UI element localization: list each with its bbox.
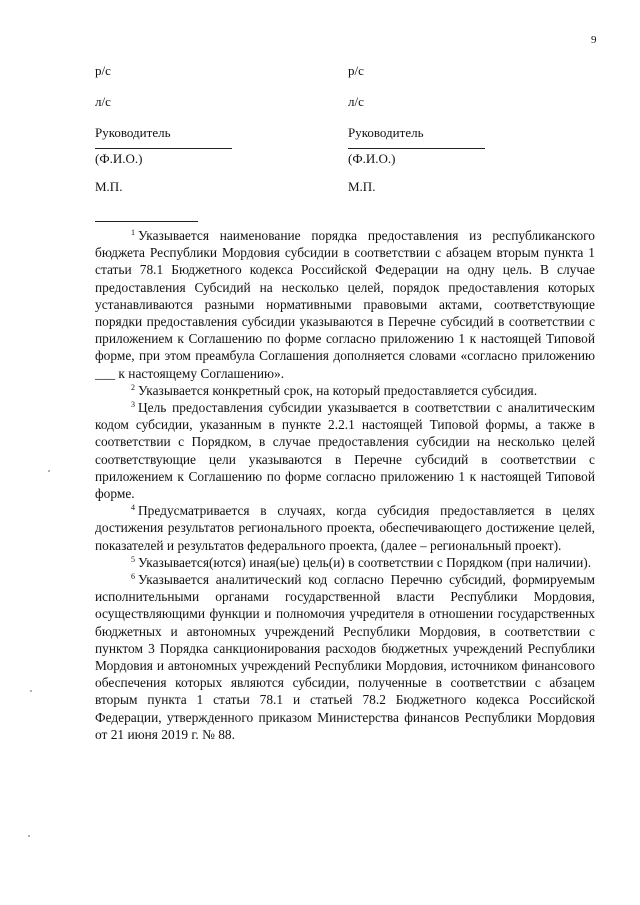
- footnote-mark: 5: [131, 554, 135, 564]
- footnote-text: Цель предоставления субсидии указывается в соответствии с аналитическим кодом субсидии, указанным в пункте 2.2.1 настоящей Типовой формы, а также в соответствии с Порядком, в случае предоставления субсидии на несколько целей соответствующие цели указываются в Перечне субсидий в соответствии с приложением к Соглашению по форме согласно приложению 1 к настоящей Типовой форме.: [95, 400, 595, 502]
- head-label: Руководитель: [348, 125, 424, 140]
- footnote-text: Указывается(ются) иная(ые) цель(и) в соответствии с Порядком (при наличии).: [138, 554, 592, 570]
- footnote-mark: 6: [131, 572, 135, 582]
- footnote-text: Указывается наименование порядка предоставления из республиканского бюджета Республики Мордовия субсидии в соответствии с абзацем вторым пункта 1 статьи 78.1 Бюджетного кодекса Российской Федерации на одну цель. В случае предоставления Субсидий на несколько целей, порядок предоставления которых устанавливаются разными нормативными правовыми актами, соответствующие порядки предоставления субсидии указываются в Перечне субсидий в соответствии с приложением к Соглашению по форме согласно приложению 1 к настоящей Типовой форме, при этом преамбула Соглашения дополняется словами «согласно приложению ___ к настоящему Соглашению».: [95, 228, 595, 381]
- scan-speck: [48, 470, 50, 472]
- footnote-1: [95, 227, 595, 382]
- footnote-text: Указывается конкретный срок, на который предоставляется субсидия.: [138, 382, 538, 398]
- signature-block-left: [95, 62, 295, 196]
- footnote-separator: [95, 221, 198, 222]
- footnote-mark: 4: [131, 503, 135, 513]
- signature-block-right: [348, 62, 548, 196]
- footnote-text: Указывается аналитический код согласно Перечню субсидий, формируемым исполнительными органами государственной власти Республики Мордовия, осуществляющими функции и полномочия учредителя в отношении государственных бюджетных и автономных учреждений Республики Мордовия, в соответствии с пунктом 3 Порядка санкционирования расходов бюджетных учреждений Республики Мордовия и автономных учреждений Республики Мордовия, источником финансового обеспечения которых являются субсидии, полученные в соответствии с абзацем вторым пункта 1 статьи 78.1 и статьей 78.2 Бюджетного кодекса Российской Федерации, утвержденного приказом Министерства финансов Республики Мордовия от 21 июня 2019 г. № 88.: [95, 572, 595, 742]
- account-ls-label: л/с: [348, 94, 364, 109]
- footnote-mark: 2: [131, 382, 135, 392]
- seal-label: М.П.: [348, 179, 376, 194]
- fio-label: (Ф.И.О.): [348, 151, 396, 166]
- footnote-mark: 3: [131, 400, 135, 410]
- account-rs-label: р/с: [95, 63, 111, 78]
- page-number: 9: [591, 34, 597, 46]
- account-ls-label: л/с: [95, 94, 111, 109]
- seal-label: М.П.: [95, 179, 123, 194]
- footnote-mark: 1: [131, 228, 135, 237]
- signature-line: [95, 148, 232, 149]
- footnotes: [95, 227, 595, 743]
- fio-label: (Ф.И.О.): [95, 151, 143, 166]
- head-label: Руководитель: [95, 125, 171, 140]
- account-rs-label: р/с: [348, 63, 364, 78]
- footnote-2: [95, 382, 595, 399]
- footnote-5: [95, 554, 595, 571]
- footnote-3: [95, 399, 595, 502]
- scan-speck: [30, 690, 32, 692]
- footnote-text: Предусматривается в случаях, когда субсидия предоставляется в целях достижения результатов регионального проекта, обеспечивающего достижение целей, показателей и результатов федерального проекта, (далее – региональный проект).: [95, 503, 595, 553]
- signature-line: [348, 148, 485, 149]
- scan-speck: [28, 835, 30, 837]
- footnote-4: [95, 502, 595, 554]
- footnote-6: [95, 571, 595, 743]
